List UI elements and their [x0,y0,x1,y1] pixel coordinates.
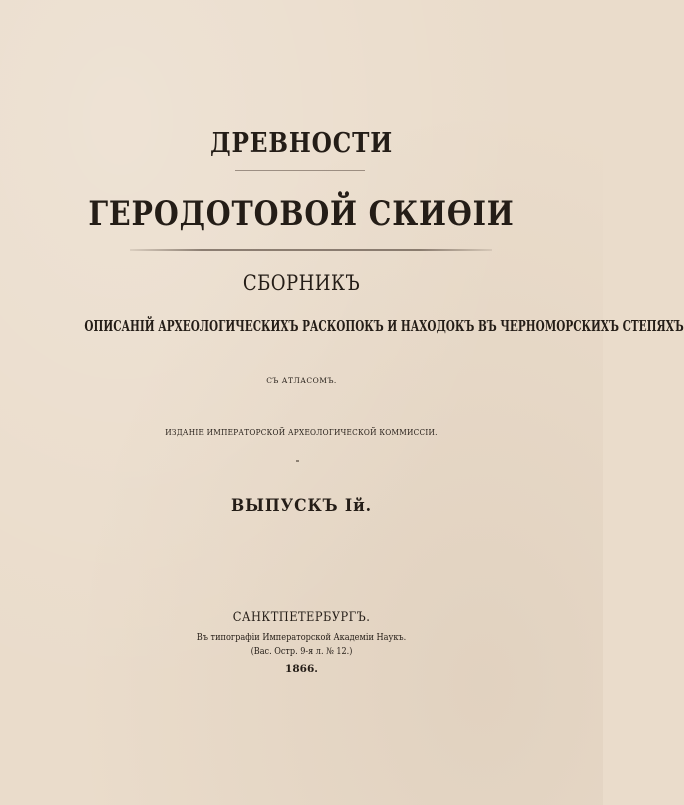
collection-heading: СБОРНИКЪ [242,271,361,295]
issue-number: ВЫПУСКЪ Iй. [230,496,373,516]
title-line-2: ГЕРОДОТОВОЙ СКИѲІИ [88,194,515,234]
subtitle: ОПИСАНІЙ АРХЕОЛОГИЧЕСКИХЪ РАСКОПОКЪ И НАХОДОКЪ ВЪ ЧЕРНОМОРСКИХЪ СТЕПЯХЪ [84,318,684,335]
divider-short [235,170,365,171]
ornament-dot [296,460,299,462]
divider-long [130,249,492,251]
atlas-note: СЪ АТЛАСОМЪ. [266,376,337,385]
edition-note: ИЗДАНІЕ ИМПЕРАТОРСКОЙ АРХЕОЛОГИЧЕСКОЙ КОММИССІИ. [165,428,438,438]
title-line-1: ДРЕВНОСТИ [209,128,394,159]
publication-year: 1866. [285,663,318,675]
printing-address: (Вас. Остр. 9-я л. № 12.) [250,647,353,657]
printing-house: Въ типографіи Императорской Академіи Наукъ. [196,632,407,643]
publication-city: САНКТПЕТЕРБУРГЪ. [232,610,371,625]
